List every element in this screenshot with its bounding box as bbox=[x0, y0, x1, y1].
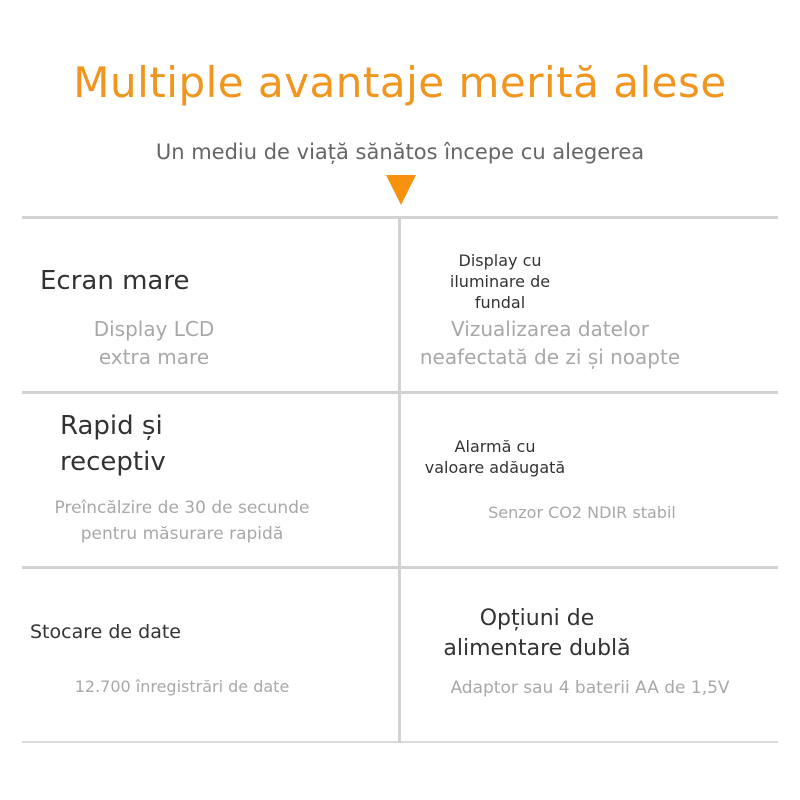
feature-desc-fast-response: Preîncălzire de 30 de secunde pentru măsurare rapidă bbox=[54, 498, 310, 544]
down-triangle-icon bbox=[386, 175, 416, 205]
feature-title-backlight: Display cu iluminare de fundal bbox=[449, 251, 551, 312]
feature-title-data-storage: Stocare de date bbox=[30, 621, 181, 643]
footer-space bbox=[0, 744, 800, 800]
feature-desc-large-screen: Display LCD extra mare bbox=[93, 317, 215, 369]
feature-desc-backlight: Vizualizarea datelor neafectată de zi și noapte bbox=[419, 317, 681, 369]
feature-desc-data-storage: 12.700 înregistrări de date bbox=[74, 677, 290, 696]
page-subtitle: Un mediu de viață sănătos începe cu alegerea bbox=[155, 140, 645, 164]
feature-title-alarm: Alarmă cu valoare adăugată bbox=[424, 437, 566, 477]
feature-desc-dual-power: Adaptor sau 4 baterii AA de 1,5V bbox=[450, 678, 730, 698]
feature-title-dual-power: Opțiuni de alimentare dublă bbox=[443, 606, 631, 661]
page-title: Multiple avantaje merită alese bbox=[73, 58, 727, 107]
feature-desc-alarm: Senzor CO2 NDIR stabil bbox=[488, 503, 676, 522]
feature-title-fast-response: Rapid și receptiv bbox=[60, 411, 166, 477]
feature-title-large-screen: Ecran mare bbox=[40, 266, 190, 296]
grid-divider-vertical bbox=[398, 218, 401, 743]
